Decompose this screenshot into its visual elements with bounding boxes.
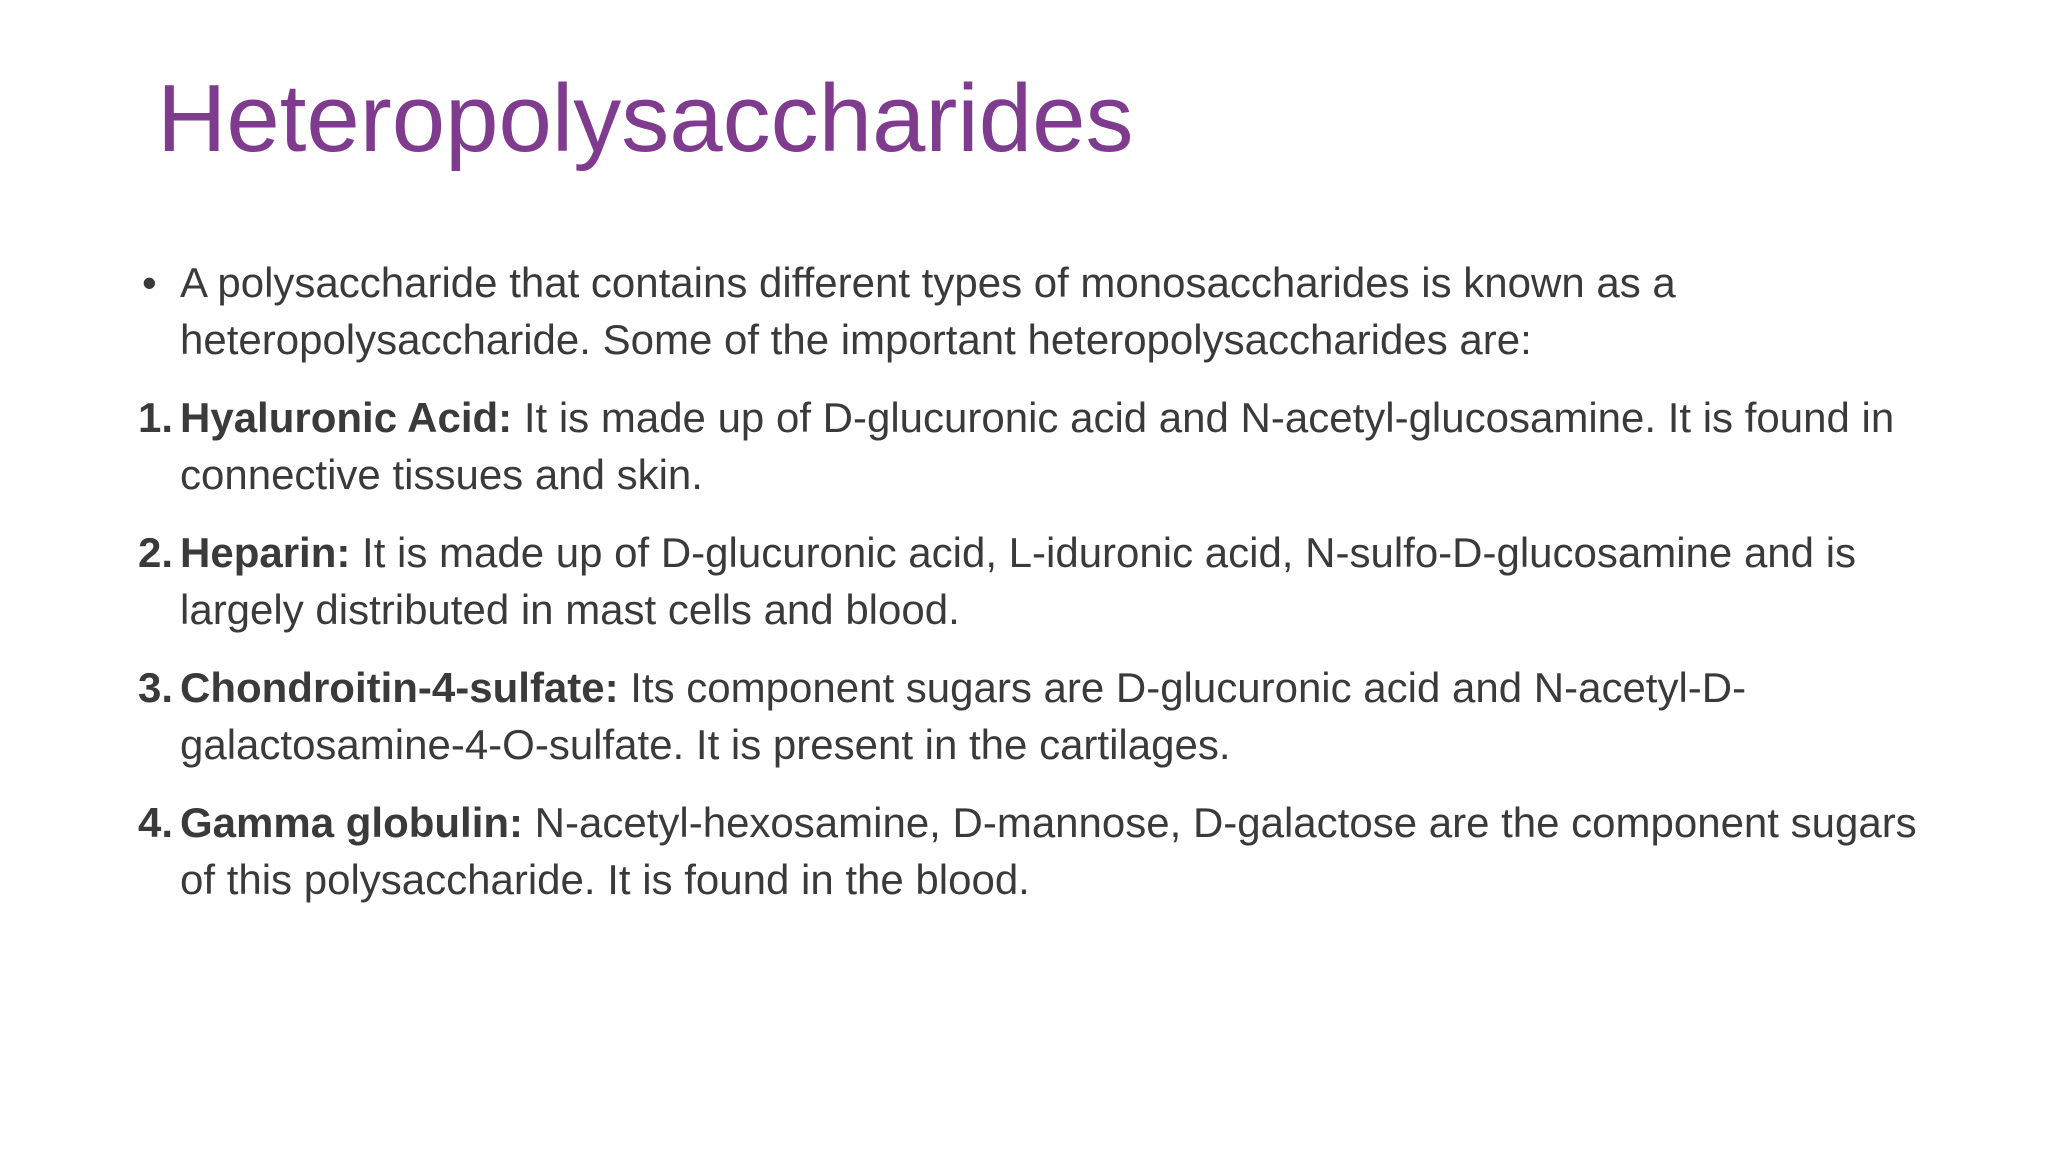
list-item-number: 3. <box>138 664 174 711</box>
list-item-number: 1. <box>138 394 174 441</box>
list-item-gamma-globulin <box>138 794 1918 908</box>
intro-text: A polysaccharide that contains different types of monosaccharides is known as a heteropolysaccharide. Some of the important heteropolysaccharides are: <box>180 259 1676 363</box>
slide-content <box>138 254 1918 929</box>
list-item-hyaluronic-acid <box>138 389 1918 503</box>
list-item-term: Heparin: <box>180 529 351 576</box>
list-item-text: It is made up of D-glucuronic acid, L-iduronic acid, N-sulfo-D-glucosamine and is largely distributed in mast cells and blood. <box>180 529 1857 633</box>
intro-bullet-item <box>138 254 1918 368</box>
bullet-marker: • <box>142 259 157 306</box>
list-item-text: N-acetyl-hexosamine, D-mannose, D-galactose are the component sugars of this polysaccharide. It is found in the blood. <box>180 799 1917 903</box>
list-item-term: Hyaluronic Acid: <box>180 394 513 441</box>
list-item-number: 2. <box>138 529 174 576</box>
slide-title: Heteropolysaccharides <box>157 65 1134 172</box>
list-item-text: Its component sugars are D-glucuronic acid and N-acetyl-D-galactosamine-4-O-sulfate. It is present in the cartilages. <box>180 664 1747 768</box>
list-item-term: Chondroitin-4-sulfate: <box>180 664 619 711</box>
list-item-term: Gamma globulin: <box>180 799 524 846</box>
list-item-chondroitin-4-sulfate <box>138 659 1918 773</box>
list-item-text: It is made up of D-glucuronic acid and N-acetyl-glucosamine. It is found in connective tissues and skin. <box>180 394 1895 498</box>
list-item-heparin <box>138 524 1918 638</box>
list-item-number: 4. <box>138 799 174 846</box>
